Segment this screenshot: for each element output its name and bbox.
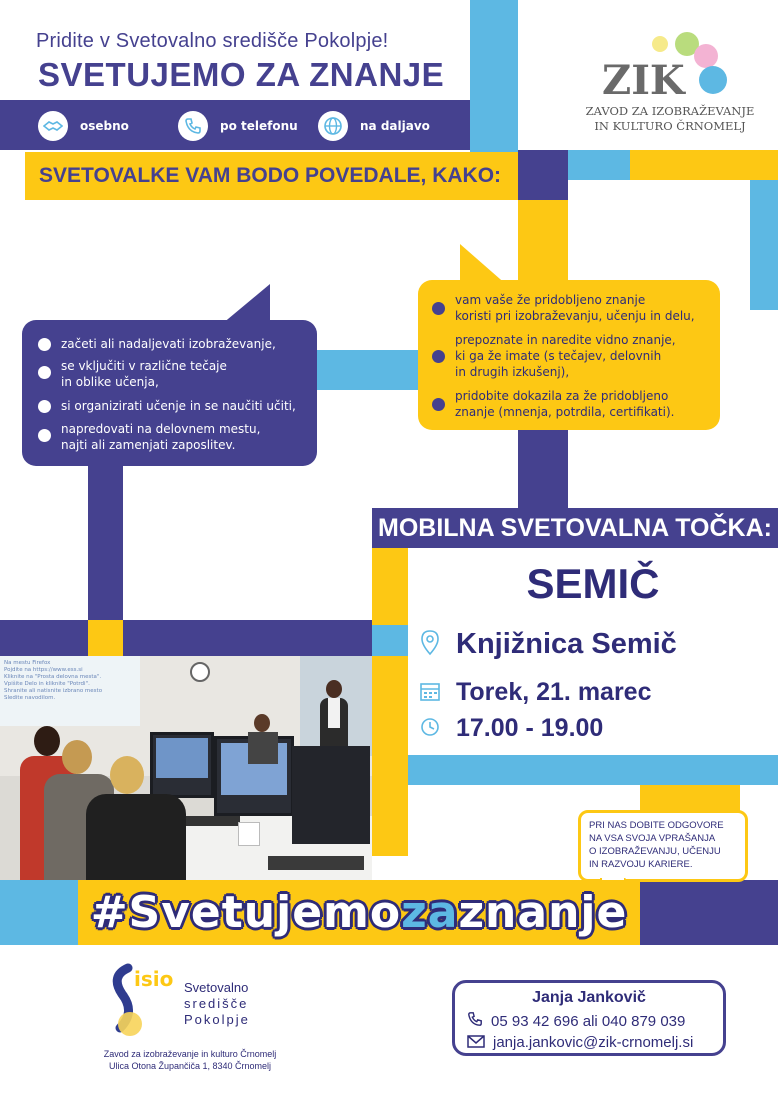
intro-text: SVETOVALKE VAM BODO POVEDALE, KAKO: bbox=[39, 164, 502, 187]
clock-icon bbox=[420, 717, 440, 741]
list-item bbox=[432, 292, 695, 324]
channel-remote bbox=[318, 111, 458, 141]
bg-bar-navy-left-vertical bbox=[88, 460, 123, 630]
contact-email-row bbox=[467, 1033, 693, 1052]
intro-bar bbox=[25, 152, 518, 200]
zik-logo-text: ZIK bbox=[602, 57, 685, 100]
bg-bar-yellow-square bbox=[88, 620, 123, 656]
callout-line: NA VSA SVOJA VPRAŠANJA bbox=[589, 833, 716, 844]
list-item-text: začeti ali nadaljevati izobraževanje, bbox=[61, 337, 276, 351]
channel-phone bbox=[178, 111, 318, 141]
bullet-dot bbox=[38, 338, 51, 351]
list-item-text: in drugih izkušenj), bbox=[455, 365, 570, 379]
list-item-text: koristi pri izobraževanju, učenju in delu, bbox=[455, 309, 695, 323]
list-item bbox=[38, 336, 276, 352]
calendar-icon bbox=[420, 681, 440, 705]
bg-bar-navy-horizontal bbox=[0, 620, 372, 656]
right-bubble bbox=[418, 280, 720, 430]
mobile-point-place: SEMIČ bbox=[526, 560, 660, 607]
mobile-point-bar bbox=[372, 508, 778, 548]
list-item-text: pridobite dokazila za že pridobljeno bbox=[455, 389, 669, 403]
classroom-photo bbox=[0, 656, 372, 880]
left-bubble bbox=[22, 320, 317, 466]
contact-card bbox=[452, 980, 726, 1056]
bg-bar-top-right-vertical bbox=[470, 0, 518, 152]
projection-screen bbox=[0, 656, 140, 726]
screen-line: Kliknite na "Prosta delovna mesta". bbox=[4, 674, 102, 680]
screen-line: Na mestu Firefox bbox=[4, 660, 51, 666]
list-item bbox=[38, 398, 296, 414]
bg-bar-navy-square bbox=[518, 150, 568, 200]
globe-icon bbox=[318, 111, 348, 141]
bullet-dot bbox=[38, 400, 51, 413]
list-item-text: vam vaše že pridobljeno znanje bbox=[455, 293, 646, 307]
screen-line: Vpišite Delo in kliknite "Potrdi". bbox=[4, 681, 90, 687]
instructor-figure bbox=[316, 680, 352, 750]
bullet-dot bbox=[38, 366, 51, 379]
tagline: Pridite v Svetovalno središče Pokolpje! bbox=[36, 30, 389, 52]
screen-line: Pojdite na https://www.ess.si bbox=[4, 667, 83, 673]
wall-clock bbox=[190, 662, 210, 682]
channel-row bbox=[38, 110, 458, 142]
bg-bar-lightblue-right-vertical bbox=[750, 180, 778, 310]
handshake-icon bbox=[38, 111, 68, 141]
bullet-dot bbox=[432, 350, 445, 363]
channel-label: po telefonu bbox=[220, 119, 298, 133]
bg-bar-lightblue-photo-right bbox=[372, 625, 408, 657]
callout-line: PRI NAS DOBITE ODGOVORE bbox=[589, 820, 724, 831]
hashtag-banner bbox=[78, 880, 640, 945]
date-text: Torek, 21. marec bbox=[456, 678, 652, 706]
phone-icon bbox=[178, 111, 208, 141]
isio-line: Svetovalno bbox=[184, 980, 249, 995]
location-pin-icon bbox=[420, 630, 440, 660]
isio-logo-text: isio bbox=[134, 967, 174, 991]
contact-phone-row bbox=[467, 1011, 685, 1031]
isio-logo-mark bbox=[106, 962, 176, 1042]
page-title: SVETUJEMO ZA ZNANJE bbox=[38, 56, 445, 93]
bg-bar-navy-right-vertical bbox=[518, 430, 568, 515]
keyboard bbox=[268, 856, 364, 870]
keyboard bbox=[180, 816, 240, 826]
bg-bar-yellow-vertical bbox=[518, 200, 568, 280]
isio-line: Pokolpje bbox=[184, 1012, 250, 1027]
contact-phone[interactable]: 05 93 42 696 ali 040 879 039 bbox=[491, 1012, 686, 1030]
venue-text: Knjižnica Semič bbox=[456, 628, 677, 660]
bg-bar-lightblue-middle bbox=[300, 350, 430, 390]
hashtag-text bbox=[91, 887, 628, 938]
list-item bbox=[38, 421, 260, 453]
list-item bbox=[432, 388, 674, 420]
bg-bar-yellow-right-lower bbox=[372, 656, 408, 856]
list-item bbox=[432, 332, 676, 380]
venue-row bbox=[420, 628, 677, 661]
envelope-icon bbox=[467, 1033, 485, 1052]
channel-label: osebno bbox=[80, 119, 129, 133]
time-row bbox=[420, 714, 603, 743]
list-item bbox=[38, 358, 227, 390]
zik-logo bbox=[580, 30, 760, 145]
mobile-point-title: MOBILNA SVETOVALNA TOČKA: bbox=[378, 513, 772, 542]
org-line: Ulica Otona Župančiča 1, 8340 Črnomelj bbox=[108, 1061, 272, 1071]
bg-bar-lightblue-lower-strip bbox=[408, 755, 778, 785]
monitor bbox=[292, 746, 370, 844]
phone-icon bbox=[467, 1011, 483, 1031]
list-item-text: prepoznate in naredite vidno znanje, bbox=[455, 333, 676, 347]
zik-name-line1: ZAVOD ZA IZOBRAŽEVANJE bbox=[585, 104, 755, 118]
channel-in-person bbox=[38, 111, 178, 141]
list-item-text: ki ga že imate (s tečajev, delovnih bbox=[455, 349, 662, 363]
bg-bar-navy-bottom-right bbox=[640, 880, 778, 945]
left-bubble-tail bbox=[222, 284, 272, 324]
mug bbox=[238, 822, 260, 846]
time-text: 17.00 - 19.00 bbox=[456, 714, 604, 742]
zik-name-line2: IN KULTURO ČRNOMELJ bbox=[594, 119, 746, 133]
hashtag-part-highlight: za bbox=[401, 887, 459, 938]
isio-line: središče bbox=[184, 996, 249, 1011]
org-address bbox=[70, 1048, 310, 1072]
zik-logo-mark bbox=[580, 30, 760, 100]
callout-line: IN RAZVOJU KARIERE. bbox=[589, 859, 693, 870]
contact-name: Janja Jankovič bbox=[532, 989, 646, 1006]
isio-logo bbox=[106, 962, 286, 1042]
student-figure bbox=[86, 756, 186, 880]
hashtag-part: znanje bbox=[458, 887, 628, 938]
list-item-text: znanje (mnenja, potrdila, certifikati). bbox=[455, 405, 675, 419]
list-item-text: si organizirati učenje in se naučiti učiti, bbox=[61, 399, 296, 413]
hashtag-part: #Svetujemo bbox=[90, 887, 402, 938]
callout-line: O IZOBRAŽEVANJU, UČENJU bbox=[589, 846, 721, 857]
channel-label: na daljavo bbox=[360, 119, 430, 133]
faq-callout bbox=[578, 810, 748, 882]
screen-line: Shranite ali natisnite izbrano mesto bbox=[4, 688, 103, 694]
contact-email[interactable]: janja.jankovic@zik-crnomelj.si bbox=[493, 1034, 694, 1051]
bullet-dot bbox=[432, 302, 445, 315]
date-row bbox=[420, 678, 651, 707]
bullet-dot bbox=[432, 398, 445, 411]
screen-line: Sledite navodilom. bbox=[4, 695, 56, 701]
bullet-dot bbox=[38, 429, 51, 442]
org-line: Zavod za izobraževanje in kulturo Črnomelj bbox=[103, 1049, 277, 1059]
list-item-text: in oblike učenja, bbox=[61, 375, 159, 389]
list-item-text: se vključiti v različne tečaje bbox=[61, 359, 227, 373]
list-item-text: najti ali zamenjati zaposlitev. bbox=[61, 438, 236, 452]
student-figure bbox=[248, 714, 278, 764]
bg-bar-lightblue-bottom-left bbox=[0, 880, 78, 945]
bg-bar-yellow-right bbox=[630, 150, 778, 180]
list-item-text: napredovati na delovnem mestu, bbox=[61, 422, 261, 436]
